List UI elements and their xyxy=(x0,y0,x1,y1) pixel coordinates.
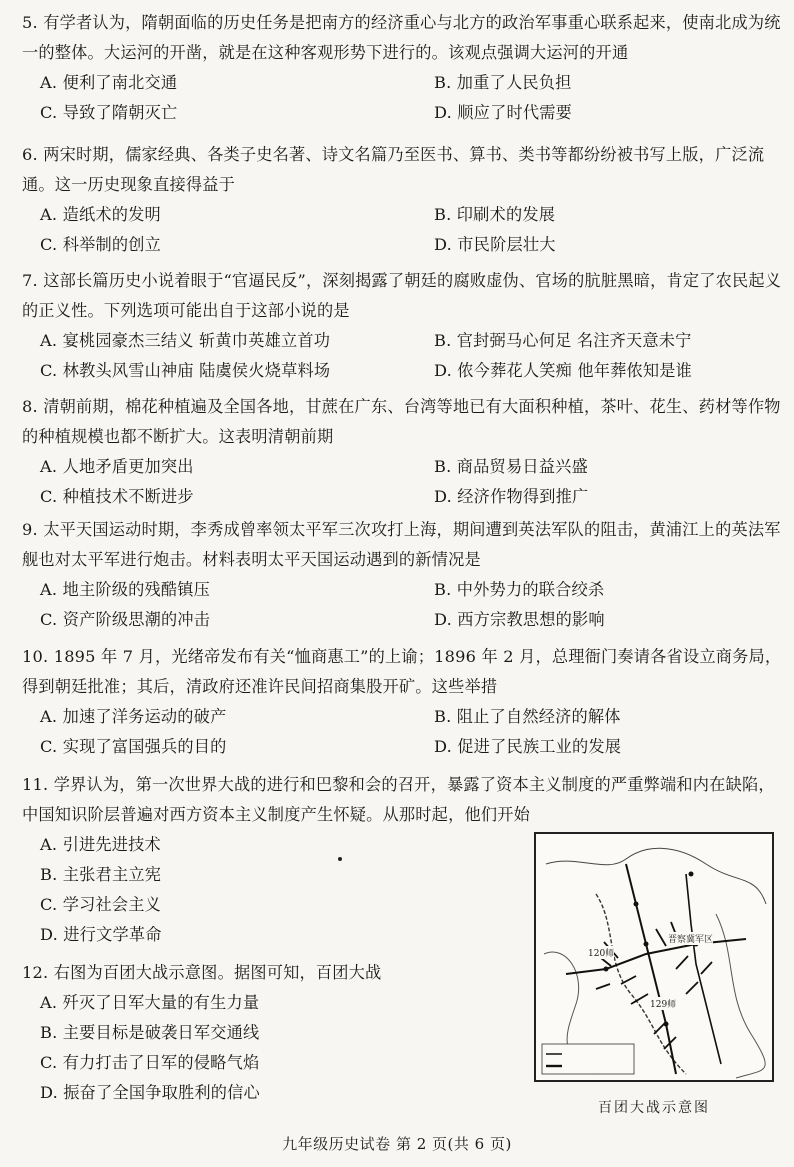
question-stem: 8. 清朝前期，棉花种植遍及全国各地，甘蔗在广东、台湾等地已有大面积种植，茶叶、花生、药材等作物的种植规模也都不断扩大。这表明清朝前期 xyxy=(22,397,781,446)
option-d: D. 侬今葬花人笑痴 他年葬侬知是谁 xyxy=(434,361,693,380)
option-row xyxy=(22,575,782,605)
option-d: D. 西方宗教思想的影响 xyxy=(434,610,605,629)
question-9 xyxy=(22,515,782,635)
option-c: C. 科举制的创立 xyxy=(40,235,162,254)
option-b: B. 中外势力的联合绞杀 xyxy=(434,580,605,599)
option-a: A. 宴桃园豪杰三结义 斩黄巾英雄立首功 xyxy=(40,331,331,350)
question-5 xyxy=(22,8,782,128)
option-a: A. 引进先进技术 xyxy=(40,835,161,854)
option-d: D. 促进了民族工业的发展 xyxy=(434,737,622,756)
option-row xyxy=(22,326,782,356)
option-b: B. 印刷术的发展 xyxy=(434,205,556,224)
option-c: C. 资产阶级思潮的冲击 xyxy=(40,610,211,629)
option-d: D. 经济作物得到推广 xyxy=(434,487,589,506)
option-a: A. 人地矛盾更加突出 xyxy=(40,457,194,476)
option-d: D. 振奋了全国争取胜利的信心 xyxy=(40,1083,260,1102)
map-caption: 百团大战示意图 xyxy=(598,1100,710,1116)
option-b: B. 商品贸易日益兴盛 xyxy=(434,457,588,476)
option-c: C. 学习社会主义 xyxy=(40,895,162,914)
option-a: A. 歼灭了日军大量的有生力量 xyxy=(40,993,260,1012)
question-stem: 9. 太平天国运动时期，李秀成曾率领太平军三次攻打上海，期间遭到英法军队的阻击，黄浦江上的英法军舰也对太平军进行炮击。材料表明太平天国运动遇到的新情况是 xyxy=(22,520,781,569)
option-b: B. 加重了人民负担 xyxy=(434,73,572,92)
question-stem: 10. 1895 年 7 月，光绪帝发布有关“恤商惠工”的上谕；1896 年 2 月，总理衙门奏请各省设立商务局，得到朝廷批准；其后，清政府还准许民间招商集股开矿。这些举措 xyxy=(22,647,782,696)
question-7 xyxy=(22,266,782,386)
option-a: A. 造纸术的发明 xyxy=(40,205,161,224)
question-10 xyxy=(22,642,782,762)
option-b: B. 阻止了自然经济的解体 xyxy=(434,707,621,726)
option-row xyxy=(22,68,782,98)
option-b: B. 主要目标是破袭日军交通线 xyxy=(40,1023,260,1042)
option-row xyxy=(22,605,782,635)
question-6 xyxy=(22,140,782,260)
hundred-regiments-map xyxy=(534,832,774,1082)
option-b: B. 主张君主立宪 xyxy=(40,865,162,884)
map-drawing xyxy=(536,834,772,1080)
option-d: D. 进行文学革命 xyxy=(40,925,162,944)
option-row xyxy=(22,452,782,482)
option-d: D. 顺应了时代需要 xyxy=(434,103,573,122)
option-c: C. 林教头风雪山神庙 陆虞侯火烧草料场 xyxy=(40,361,331,380)
option-row xyxy=(22,702,782,732)
option-a: A. 地主阶级的残酷镇压 xyxy=(40,580,211,599)
question-stem: 5. 有学者认为，隋朝面临的历史任务是把南方的经济重心与北方的政治军事重心联系起来，使南北成为统一的整体。大运河的开凿，就是在这种客观形势下进行的。该观点强调大运河的开通 xyxy=(22,13,781,62)
option-row xyxy=(22,482,782,512)
option-c: C. 导致了隋朝灭亡 xyxy=(40,103,178,122)
option-a: A. 加速了洋务运动的破产 xyxy=(40,707,227,726)
option-row xyxy=(22,356,782,386)
map-label-120: 120师 xyxy=(588,946,614,959)
option-row xyxy=(22,230,782,260)
option-b: B. 官封弼马心何足 名注齐天意未宁 xyxy=(434,331,692,350)
option-row xyxy=(22,200,782,230)
stray-dot xyxy=(338,857,342,861)
option-d: D. 市民阶层壮大 xyxy=(434,235,556,254)
map-label-129: 129师 xyxy=(650,997,676,1010)
question-stem: 11. 学界认为，第一次世界大战的进行和巴黎和会的召开，暴露了资本主义制度的严重弊端和内在缺陷，中国知识阶层普遍对西方资本主义制度产生怀疑。从那时起，他们开始 xyxy=(22,775,775,824)
question-stem: 7. 这部长篇历史小说着眼于“官逼民反”，深刻揭露了朝廷的腐败虚伪、官场的肮脏黑暗，肯定了农民起义的正义性。下列选项可能出自于这部小说的是 xyxy=(22,271,782,320)
option-row xyxy=(22,732,782,762)
option-a: A. 便利了南北交通 xyxy=(40,73,178,92)
option-row xyxy=(22,98,782,128)
option-c: C. 实现了富国强兵的目的 xyxy=(40,737,227,756)
question-12 xyxy=(22,958,522,1108)
question-8 xyxy=(22,392,782,512)
option-c: C. 种植技术不断进步 xyxy=(40,487,194,506)
question-stem: 12. 右图为百团大战示意图。据图可知，百团大战 xyxy=(22,963,382,982)
page-footer: 九年级历史试卷 第 2 页(共 6 页) xyxy=(282,1135,512,1153)
question-stem: 6. 两宋时期，儒家经典、各类子史名著、诗文名篇乃至医书、算书、类书等都纷纷被书写上版，广泛流通。这一历史现象直接得益于 xyxy=(22,145,765,194)
map-label-region: 晋察冀军区 xyxy=(668,932,713,945)
option-c: C. 有力打击了日军的侵略气焰 xyxy=(40,1053,260,1072)
